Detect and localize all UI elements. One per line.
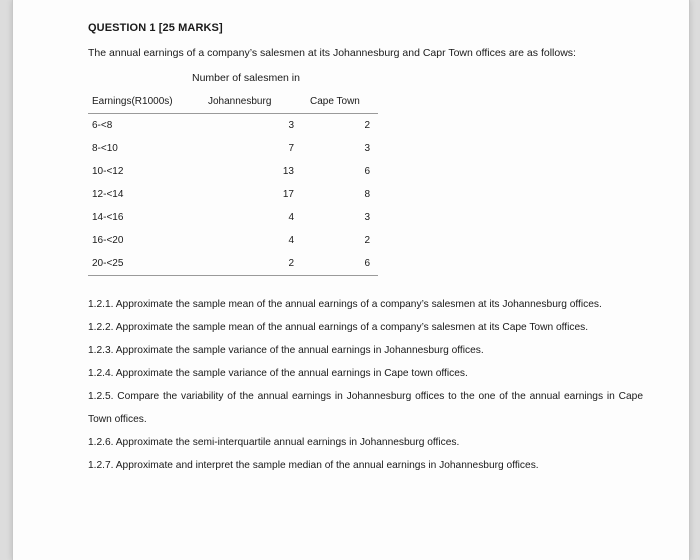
table-row — [88, 229, 378, 252]
question-1-2-5: 1.2.5. Compare the variability of the annual earnings in Johannesburg offices to the one of the annual earnings in Cape Town offices. — [88, 391, 643, 425]
earnings-cell: 14-<16 — [92, 212, 124, 223]
column-header-cape-town: Cape Town — [310, 95, 360, 107]
table-row — [88, 252, 378, 276]
earnings-cell: 20-<25 — [92, 258, 124, 269]
cape-town-cell: 8 — [364, 189, 370, 200]
earnings-cell: 16-<20 — [92, 235, 124, 246]
question-1-2-6: 1.2.6. Approximate the semi-interquartile annual earnings in Johannesburg offices. — [88, 437, 460, 448]
johannesburg-cell: 3 — [288, 120, 294, 131]
question-list — [88, 293, 643, 477]
table-row — [88, 114, 378, 138]
earnings-cell: 10-<12 — [92, 166, 124, 177]
intro-text: The annual earnings of a company’s salesmen at its Johannesburg and Capr Town offices are as follows: — [88, 47, 576, 59]
earnings-cell: 12-<14 — [92, 189, 124, 200]
table-row — [88, 206, 378, 229]
table-group-header: Number of salesmen in — [192, 72, 300, 84]
table-row — [88, 183, 378, 206]
johannesburg-cell: 13 — [282, 166, 294, 177]
johannesburg-cell: 4 — [288, 212, 294, 223]
document-page — [12, 0, 690, 560]
question-1-2-4: 1.2.4. Approximate the sample variance of the annual earnings in Cape town offices. — [88, 368, 468, 379]
cape-town-cell: 6 — [364, 166, 370, 177]
column-header-johannesburg: Johannesburg — [208, 95, 272, 107]
cape-town-cell: 3 — [364, 212, 370, 223]
table-header-row — [88, 90, 378, 114]
cape-town-cell: 2 — [364, 120, 370, 131]
table-row — [88, 160, 378, 183]
cape-town-cell: 6 — [364, 258, 370, 269]
johannesburg-cell: 7 — [288, 143, 294, 154]
earnings-cell: 6-<8 — [92, 120, 113, 131]
table-row — [88, 137, 378, 160]
johannesburg-cell: 17 — [282, 189, 294, 200]
question-1-2-3: 1.2.3. Approximate the sample variance of the annual earnings in Johannesburg offices. — [88, 345, 484, 356]
question-heading: QUESTION 1 [25 MARKS] — [88, 22, 223, 34]
question-1-2-2: 1.2.2. Approximate the sample mean of the annual earnings of a company’s salesmen at its Cape Town offices. — [88, 322, 589, 333]
johannesburg-cell: 4 — [288, 235, 294, 246]
frequency-table — [88, 90, 378, 276]
cape-town-cell: 2 — [364, 235, 370, 246]
column-header-earnings: Earnings(R1000s) — [92, 95, 173, 107]
earnings-cell: 8-<10 — [92, 143, 118, 154]
question-1-2-1: 1.2.1. Approximate the sample mean of the annual earnings of a company’s salesmen at its Johannesburg offices. — [88, 299, 602, 310]
cape-town-cell: 3 — [364, 143, 370, 154]
johannesburg-cell: 2 — [288, 258, 294, 269]
question-1-2-7: 1.2.7. Approximate and interpret the sample median of the annual earnings in Johannesburg offices. — [88, 460, 539, 471]
